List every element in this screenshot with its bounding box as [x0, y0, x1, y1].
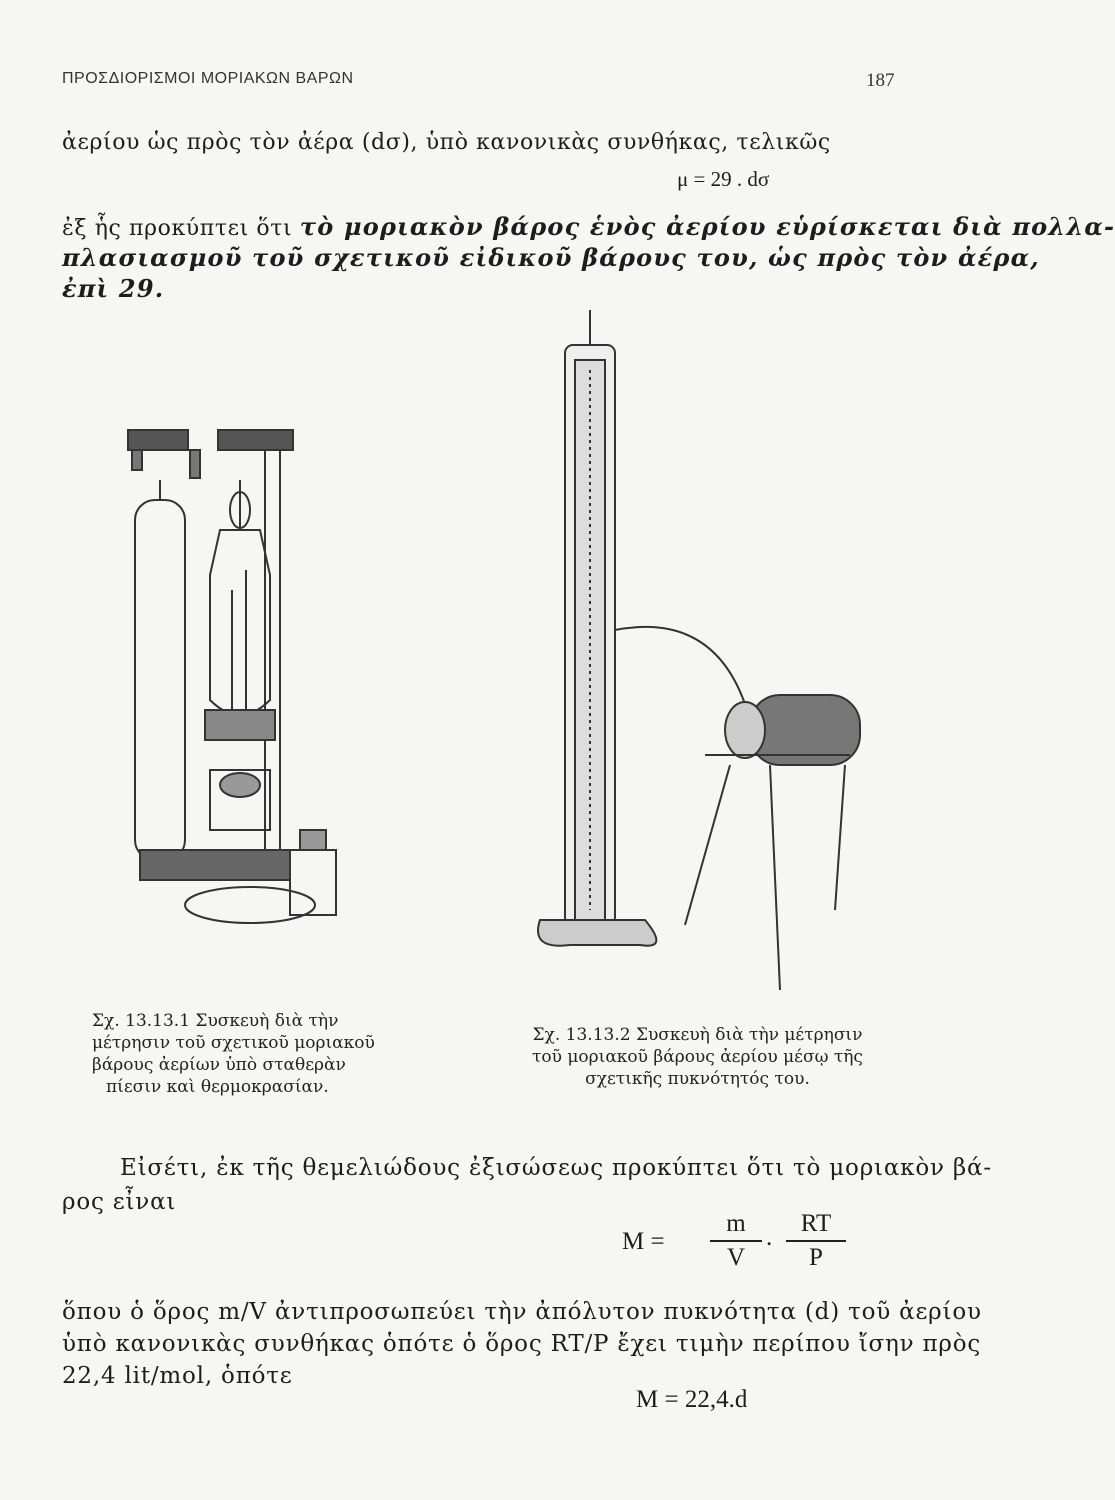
figure-1-caption-line: Σχ. 13.13.1 Συσκευὴ διὰ τὴν — [92, 1011, 339, 1031]
figure-2-caption — [532, 1024, 863, 1090]
text-line-4: πλασιασμοῦ τοῦ σχετικοῦ εἰδικοῦ βάρους του, ὡς πρὸς τὸν ἀέρα, — [62, 243, 1040, 272]
fraction-denominator: P — [809, 1244, 823, 1271]
figure-1-apparatus — [100, 410, 420, 950]
paragraph-2-line-3: 22,4 lit/mol, ὁπότε — [62, 1363, 293, 1389]
figure-1-caption-line: πίεσιν καὶ θερμοκρασίαν. — [106, 1077, 329, 1097]
paragraph-2-line-1: ὅπου ὁ ὅρος m/V ἀντιπροσωπεύει τὴν ἀπόλυτον πυκνότητα (d) τοῦ ἀερίου — [62, 1299, 982, 1325]
fraction-denominator: V — [726, 1244, 746, 1271]
equation-final: M = 22,4.d — [636, 1386, 748, 1413]
fraction-numerator: m — [726, 1210, 746, 1237]
figure-2-apparatus — [520, 310, 890, 990]
fraction-rt-over-p — [786, 1210, 846, 1272]
figure-2-caption-line: τοῦ μοριακοῦ βάρους ἀερίου μέσῳ τῆς — [532, 1047, 863, 1067]
figure-1-caption-line: βάρους ἀερίων ὑπὸ σταθερὰν — [92, 1055, 346, 1075]
text-line-3 — [62, 212, 1115, 244]
paragraph-1-line-2: ρος εἶναι — [62, 1189, 177, 1215]
fraction-numerator: RT — [800, 1210, 832, 1237]
equation-mu: μ = 29 . dσ — [677, 167, 770, 191]
paragraph-1-line-1: Εἰσέτι, ἐκ τῆς θεμελιώδους ἐξισώσεως προκύπτει ὅτι τὸ μοριακὸν βά- — [120, 1155, 992, 1181]
running-header: ΠΡΟΣΔΙΟΡΙΣΜΟΙ ΜΟΡΙΑΚΩΝ ΒΑΡΩΝ — [62, 70, 354, 87]
paragraph-2-line-2: ὑπὸ κανονικὰς συνθήκας ὁπότε ὁ ὅρος RT/P ἔχει τιμὴν περίπου ἴσην πρὸς — [62, 1331, 982, 1357]
text-line-5: ἐπὶ 29. — [62, 274, 165, 303]
figure-2-caption-line: Σχ. 13.13.2 Συσκευὴ διὰ τὴν μέτρησιν — [532, 1025, 863, 1045]
equation-molar-mass — [622, 1210, 862, 1290]
text-line-1: ἀερίου ὡς πρὸς τὸν ἀέρα (dσ), ὑπὸ κανονικὰς συνθήκας, τελικῶς — [62, 130, 831, 155]
figure-1-caption-line: μέτρησιν τοῦ σχετικοῦ μοριακοῦ — [92, 1033, 375, 1053]
equation-lhs: M = — [622, 1228, 665, 1255]
text-line-3-emphasis: τὸ μοριακὸν βάρος ἑνὸς ἀερίου εὑρίσκεται διὰ πολλα- — [299, 212, 1115, 241]
equation-dot: . — [766, 1224, 773, 1251]
page-number: 187 — [866, 70, 895, 91]
text-line-3-start: ἐξ ἧς προκύπτει ὅτι — [62, 216, 300, 241]
figure-1-caption — [92, 1010, 375, 1098]
fraction-bar — [786, 1240, 846, 1242]
figure-2-caption-line: σχετικῆς πυκνότητός του. — [585, 1069, 810, 1089]
fraction-m-over-v — [710, 1210, 762, 1272]
fraction-bar — [710, 1240, 762, 1242]
